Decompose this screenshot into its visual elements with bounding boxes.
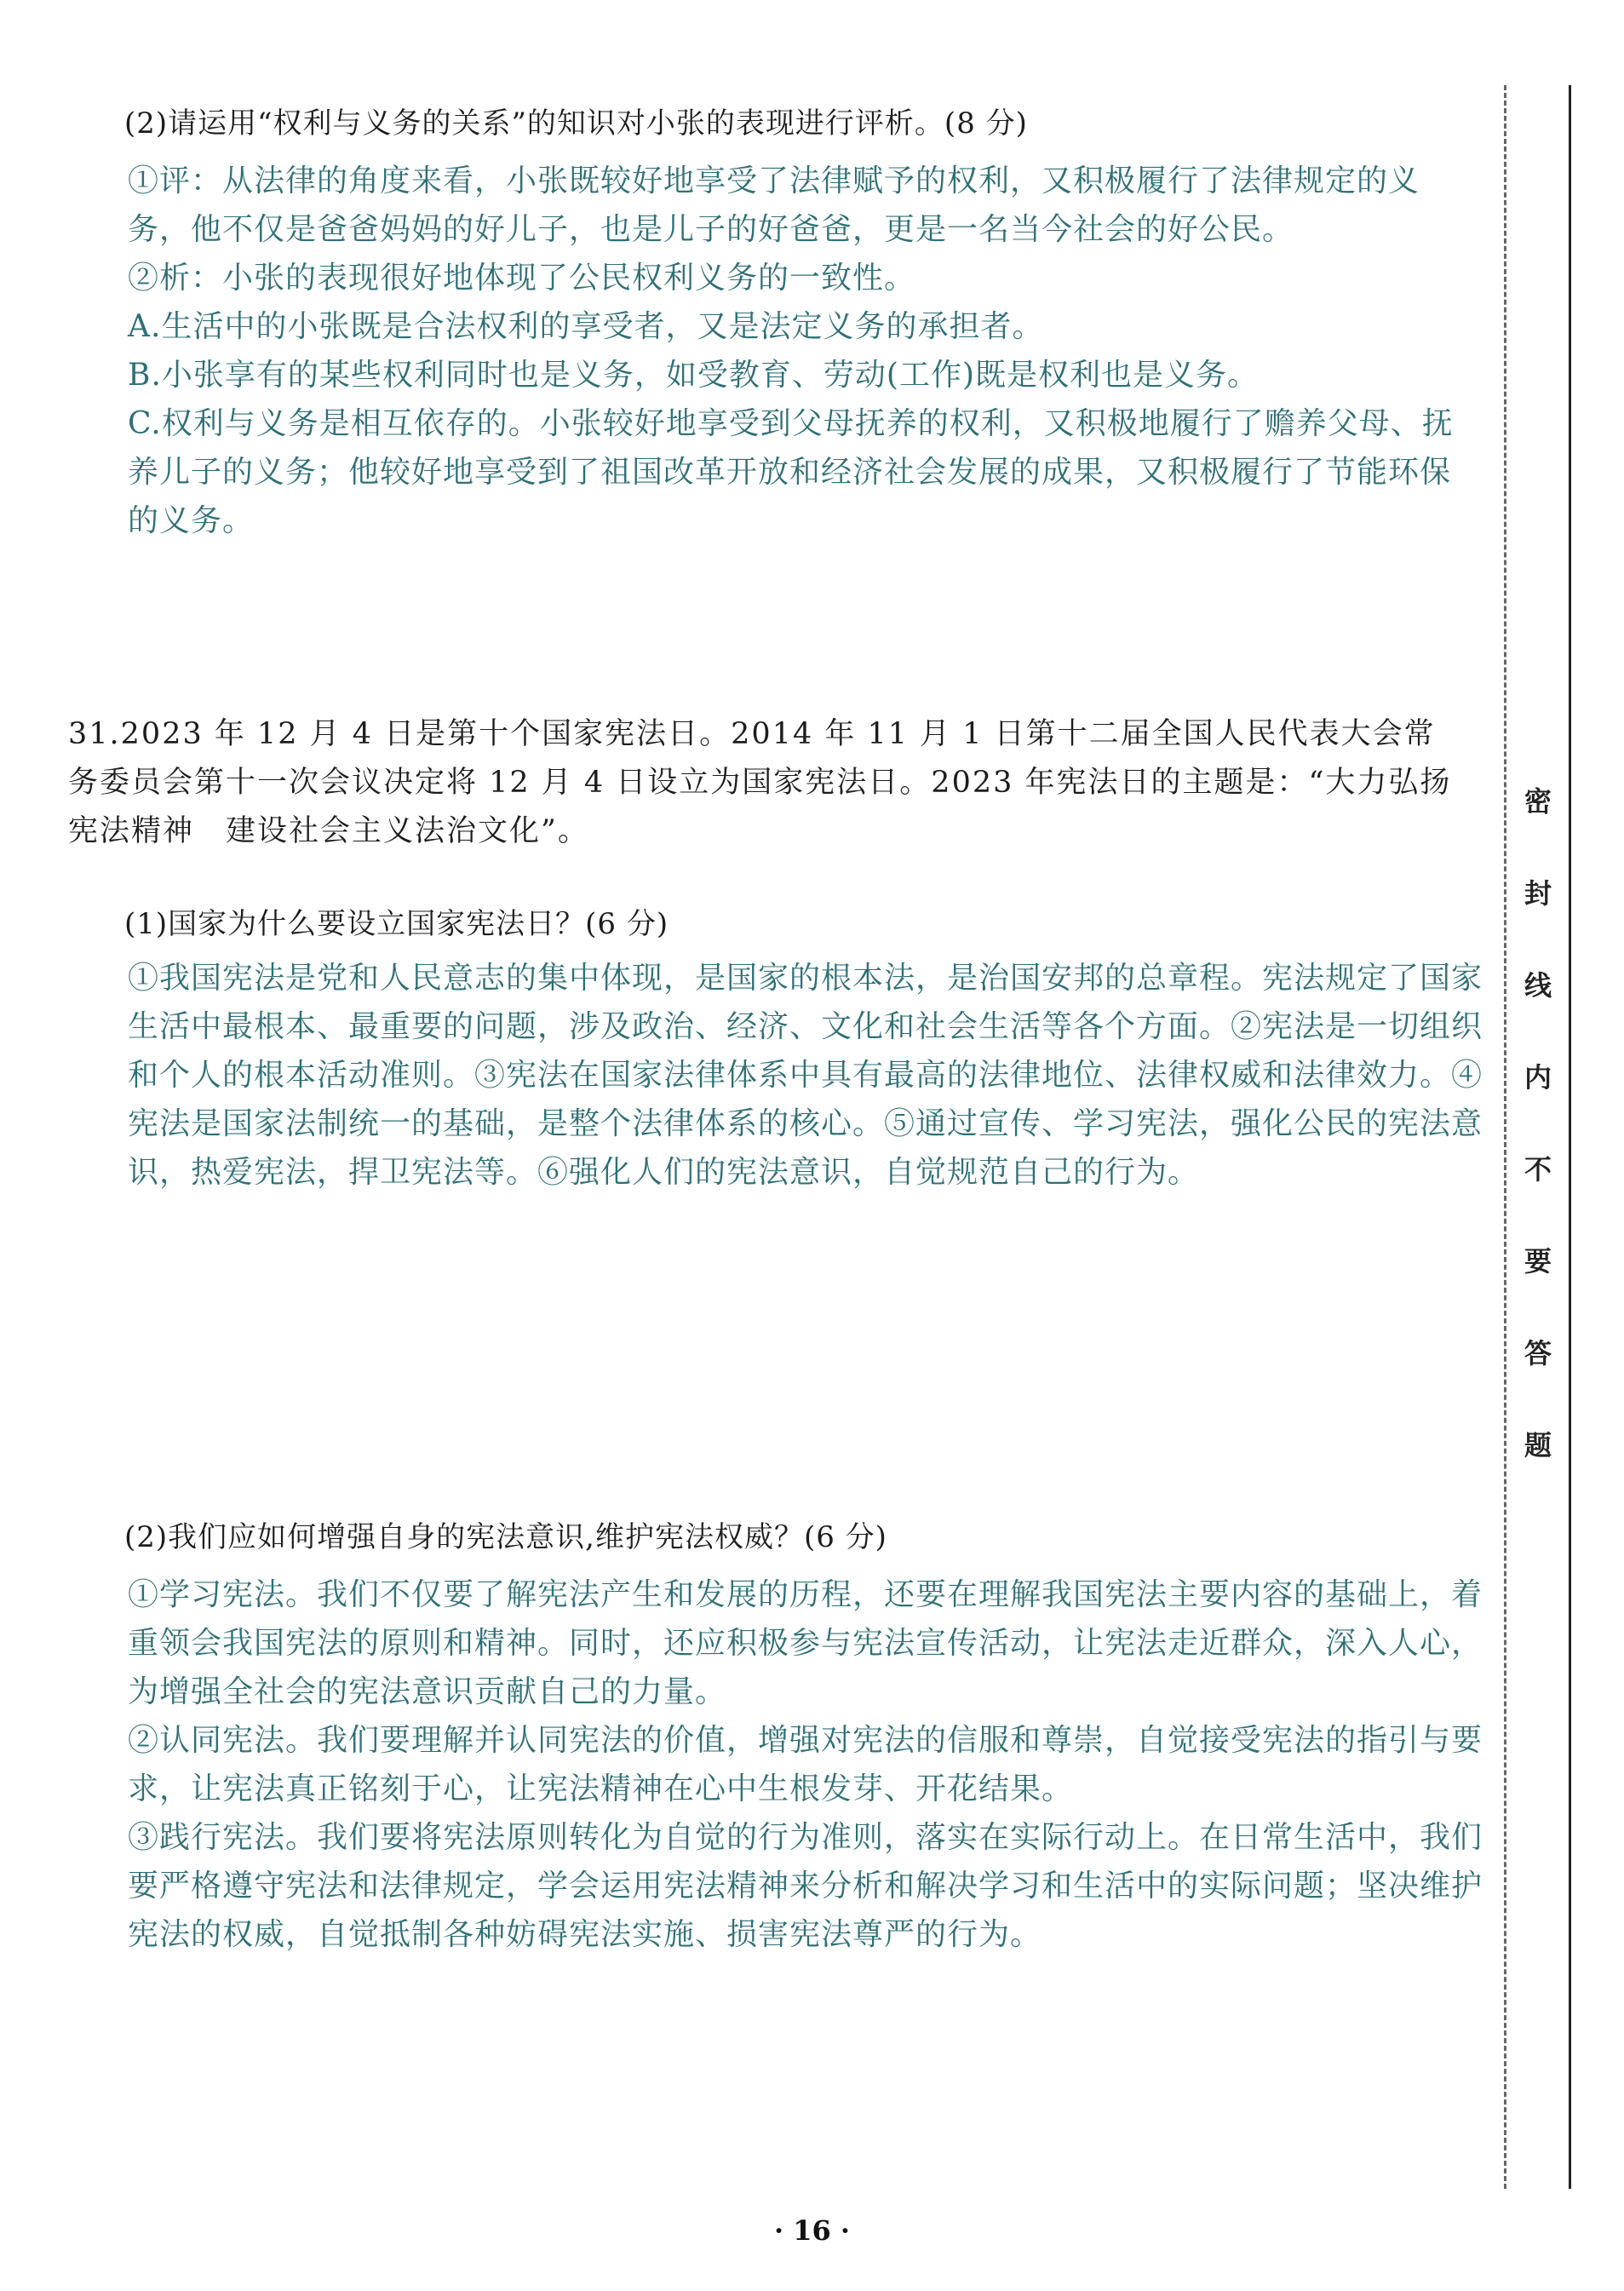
seal-char: 线 (1524, 969, 1552, 1002)
answer-line: ①评：从法律的角度来看，小张既较好地享受了法律赋予的权利，又积极履行了法律规定的义务，他不仅是爸爸妈妈的好儿子，也是儿子的好爸爸，更是一名当今社会的好公民。 (128, 164, 1420, 247)
answer-line: ①学习宪法。我们不仅要了解宪法产生和发展的历程，还要在理解我国宪法主要内容的基础上，着重领会我国宪法的原则和精神。同时，还应积极参与宪法宣传活动，让宪法走近群众，深入人心，为增强全社会的宪法意识贡献自己的力量。 (128, 1577, 1483, 1709)
seal-notice (1521, 785, 1555, 1524)
seal-char: 要 (1524, 1245, 1552, 1278)
answer-31-2 (128, 1570, 1490, 1959)
question-2-prompt: (2)请运用“权利与义务的关系”的知识对小张的表现进行评析。(8 分) (124, 106, 1028, 141)
answer-line: ②认同宪法。我们要理解并认同宪法的价值，增强对宪法的信服和尊崇，自觉接受宪法的指引与要求，让宪法真正铭刻于心，让宪法精神在心中生根发芽、开花结果。 (128, 1723, 1483, 1806)
question-31-stem: 31.2023 年 12 月 4 日是第十个国家宪法日。2014 年 11 月 1 日第十二届全国人民代表大会常务委员会第十一次会议决定将 12 月 4 日设立为国家宪法日。2023 年宪法日的主题是：“大力弘扬宪法精神 建设社会主义法治文化”。 (68, 717, 1452, 848)
seal-char: 答 (1524, 1337, 1552, 1369)
answer-line: ②析：小张的表现很好地体现了公民权利义务的一致性。 (128, 261, 916, 296)
seal-char: 题 (1524, 1429, 1552, 1461)
answer-line: ③践行宪法。我们要将宪法原则转化为自觉的行为准则，落实在实际行动上。在日常生活中，我们要严格遵守宪法和法律规定，学会运用宪法精神来分析和解决学习和生活中的实际问题；坚决维护宪法的权威，自觉抵制各种妨碍宪法实施、损害宪法尊严的行为。 (128, 1820, 1483, 1952)
seal-dashed-line (1504, 85, 1506, 2189)
question-31-1-prompt: (1)国家为什么要设立国家宪法日？(6 分) (124, 907, 669, 941)
answer-31-1: ①我国宪法是党和人民意志的集中体现，是国家的根本法，是治国安邦的总章程。宪法规定了国家生活中最根本、最重要的问题，涉及政治、经济、文化和社会生活等各个方面。②宪法是一切组织和个人的根本活动准则。③宪法在国家法律体系中具有最高的法律地位、法律权威和法律效力。④宪法是国家法制统一的基础，是整个法律体系的核心。⑤通过宣传、学习宪法，强化公民的宪法意识，热爱宪法，捍卫宪法等。⑥强化人们的宪法意识，自觉规范自己的行为。 (128, 961, 1483, 1190)
seal-char: 密 (1524, 785, 1552, 818)
page-number: · 16 · (773, 2214, 851, 2247)
seal-char: 不 (1524, 1153, 1552, 1186)
question-31-2-prompt: (2)我们应如何增强自身的宪法意识,维护宪法权威？(6 分) (124, 1520, 887, 1554)
seal-char: 封 (1524, 877, 1552, 910)
answer-line: A.生活中的小张既是合法权利的享受者，又是法定义务的承担者。 (128, 309, 1044, 344)
answer-2 (128, 157, 1482, 545)
seal-char: 内 (1524, 1061, 1552, 1094)
answer-line: B.小张享有的某些权利同时也是义务，如受教育、劳动(工作)既是权利也是义务。 (128, 358, 1259, 393)
seal-solid-line (1569, 85, 1571, 2189)
answer-line: C.权利与义务是相互依存的。小张较好地享受到父母抚养的权利，又积极地履行了赡养父母、抚养儿子的义务；他较好地享受到了祖国改革开放和经济社会发展的成果，又积极履行了节能环保的义务。 (128, 406, 1454, 538)
